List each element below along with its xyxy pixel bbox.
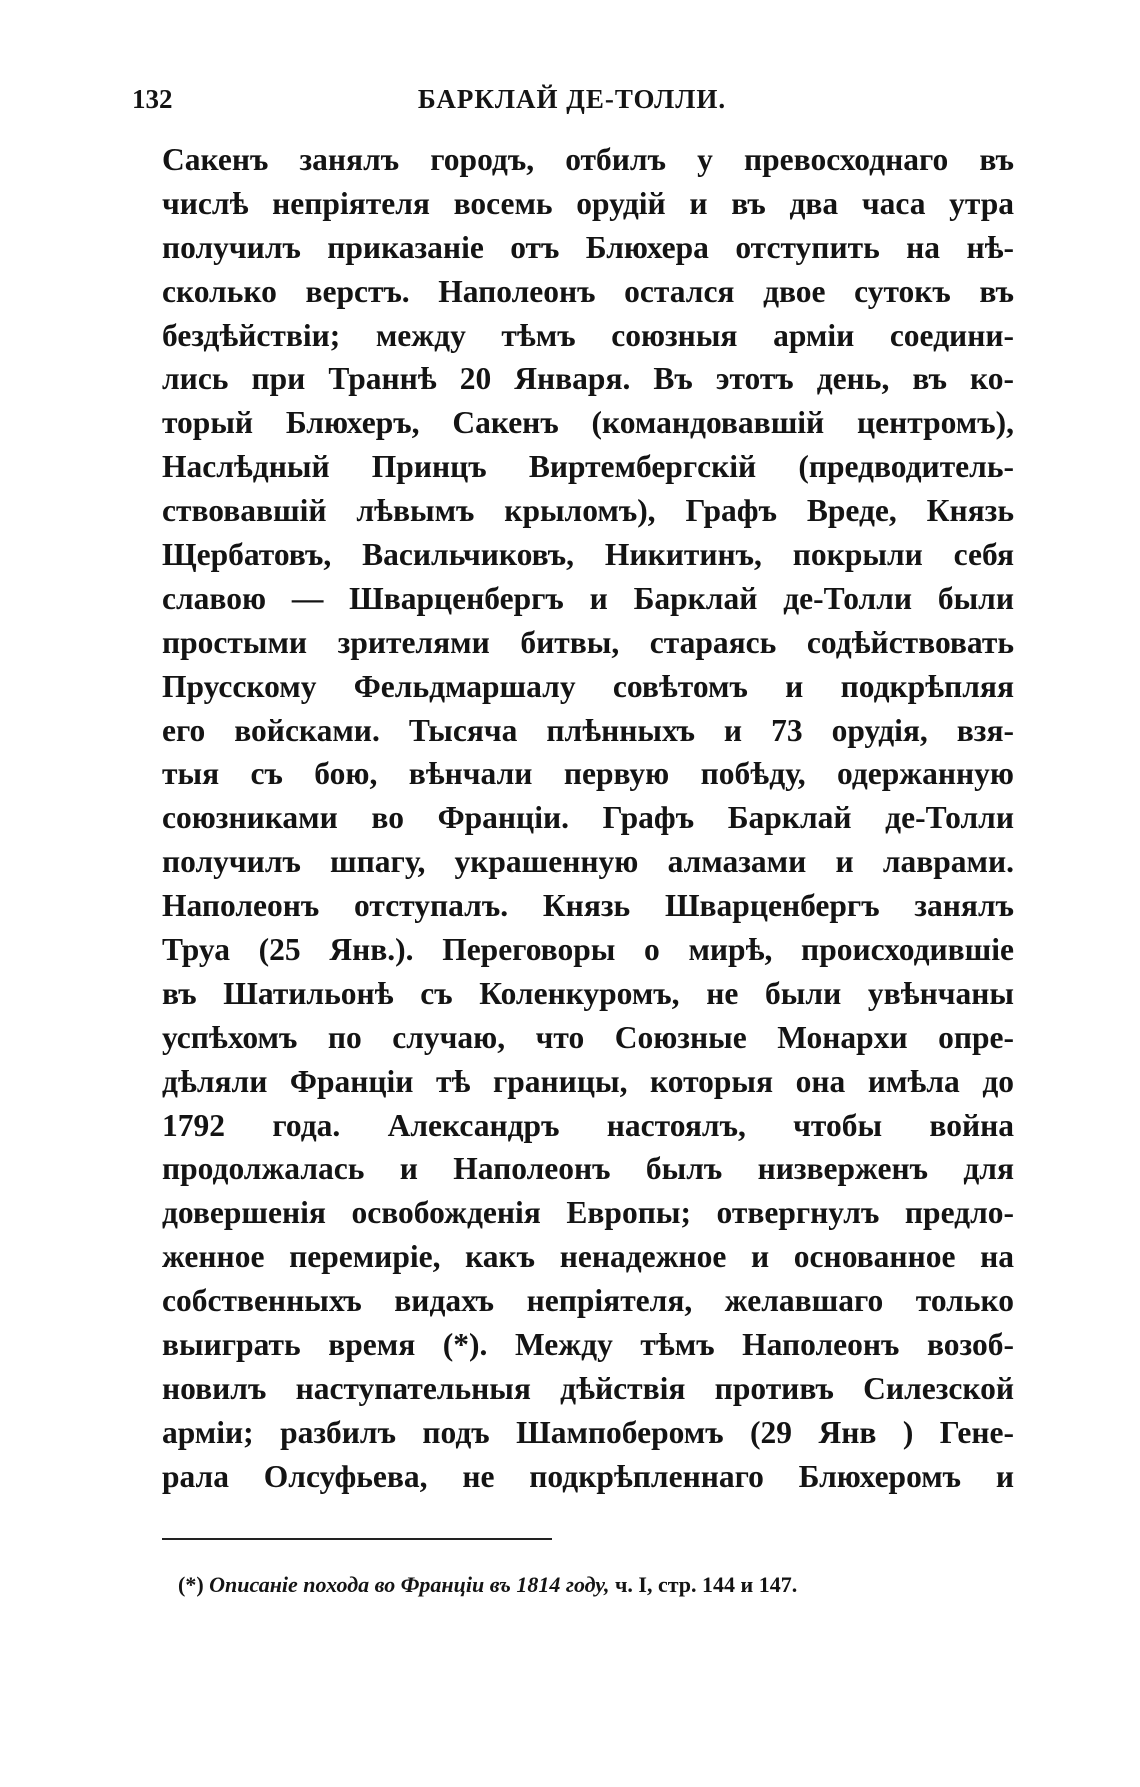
footnote-divider <box>162 1538 552 1540</box>
text-line: союзниками во Франціи. Графъ Барклай де-Толли <box>162 800 1014 836</box>
text-line: въ Шатильонѣ съ Коленкуромъ, не были увѣнчаны <box>162 975 1014 1011</box>
footnote-marker: (*) <box>178 1572 204 1597</box>
text-line: простыми зрителями битвы, стараясь содѣйствовать <box>162 624 1014 660</box>
text-line: его войсками. Тысяча плѣнныхъ и 73 орудія, взя- <box>162 712 1014 748</box>
page-number: 132 <box>132 84 173 114</box>
text-line: новилъ наступательныя дѣйствія противъ Силезской <box>162 1370 1014 1406</box>
text-line: женное перемиріе, какъ ненадежное и основанное на <box>162 1239 1014 1275</box>
text-line: лись при Траннѣ 20 Января. Въ этотъ день, въ ко- <box>162 361 1014 397</box>
text-line: тыя съ бою, вѣнчали первую побѣду, одержанную <box>162 756 1014 792</box>
text-line: ствовавшій лѣвымъ крыломъ), Графъ Вреде, Князь <box>162 493 1014 529</box>
footnote <box>178 1570 1008 1600</box>
text-line: дѣляли Франціи тѣ границы, которыя она имѣла до <box>162 1063 1014 1099</box>
text-line: получилъ шпагу, украшенную алмазами и лаврами. <box>162 844 1014 880</box>
text-line: Сакенъ занялъ городъ, отбилъ у превосходнаго въ <box>162 142 1014 177</box>
text-line: выиграть время (*). Между тѣмъ Наполеонъ возоб- <box>162 1327 1014 1363</box>
text-line: Наслѣдный Принцъ Виртембергскій (предводитель- <box>162 449 1014 485</box>
text-line: Щербатовъ, Васильчиковъ, Никитинъ, покрыли себя <box>162 537 1014 573</box>
footnote-pages: ч. I, стр. 144 и 147. <box>614 1572 798 1597</box>
text-line: славою — Шварценбергъ и Барклай де-Толли были <box>162 580 1014 616</box>
text-line: продолжалась и Наполеонъ былъ низверженъ для <box>162 1151 1014 1187</box>
text-line: Наполеонъ отступалъ. Князь Шварценбергъ занялъ <box>162 888 1014 924</box>
text-line: Прусскому Фельдмаршалу совѣтомъ и подкрѣпляя <box>162 668 1014 704</box>
text-line: торый Блюхеръ, Сакенъ (командовавшій центромъ), <box>162 405 1014 441</box>
text-line: сколько верстъ. Наполеонъ остался двое сутокъ въ <box>162 273 1014 309</box>
running-title: БАРКЛАЙ ДЕ-ТОЛЛИ. <box>417 84 727 114</box>
text-line: арміи; разбилъ подъ Шампоберомъ (29 Янв ) Гене- <box>162 1414 1014 1450</box>
text-line: рала Олсуфьева, не подкрѣпленнаго Блюхеромъ и <box>162 1458 1014 1494</box>
text-line: Труа (25 Янв.). Переговоры о мирѣ, происходившіе <box>162 932 1014 968</box>
text-line: успѣхомъ по случаю, что Союзные Монархи опре- <box>162 1019 1014 1055</box>
text-line: получилъ приказаніе отъ Блюхера отступить на нѣ- <box>162 229 1014 265</box>
text-line: довершенія освобожденія Европы; отвергнулъ предло- <box>162 1195 1014 1231</box>
footnote-source-title: Описаніе похода во Франціи въ 1814 году, <box>209 1572 610 1597</box>
text-line: бездѣйствіи; между тѣмъ союзныя арміи соедини- <box>162 317 1014 353</box>
text-line: собственныхъ видахъ непріятеля, желавшаго только <box>162 1283 1014 1319</box>
main-text <box>162 138 1014 1499</box>
running-head <box>132 84 1012 124</box>
text-line: числѣ непріятеля восемь орудій и въ два часа утра <box>162 185 1014 221</box>
text-line: 1792 года. Александръ настоялъ, чтобы война <box>162 1107 1014 1143</box>
